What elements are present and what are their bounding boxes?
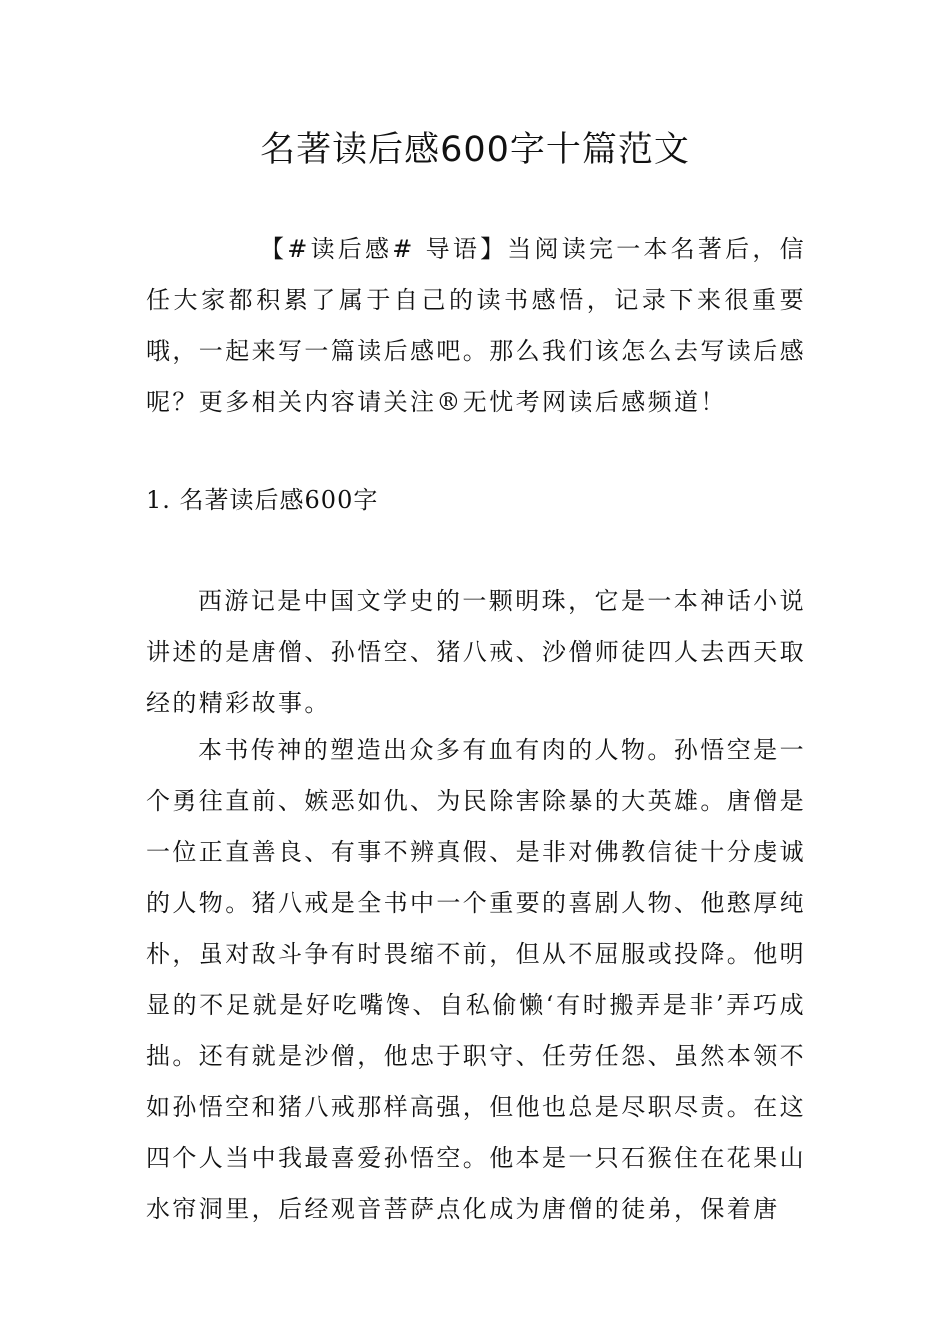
body-paragraph: 西游记是中国文学史的一颗明珠，它是一本神话小说讲述的是唐僧、孙悟空、猪八戒、沙僧师徒四人去西天取经的精彩故事。 [146,587,806,717]
body-paragraph: 本书传神的塑造出众多有血有肉的人物。孙悟空是一个勇往直前、嫉恶如仇、为民除害除暴的大英雄。唐僧是一位正直善良、有事不辨真假、是非对佛教信徒十分虔诚的人物。猪八戒是全书中一个重要的喜剧人物、他憨厚纯朴，虽对敌斗争有时畏缩不前，但从不屈服或投降。他明显的不足就是好吃嘴馋、自私偷懒‘有时搬弄是非’弄巧成拙。还有就是沙僧，他忠于职守、任劳任怨、虽然本领不如孙悟空和猪八戒那样高强，但他也总是尽职尽责。在这四个人当中我最喜爱孙悟空。他本是一只石猴住在花果山水帘洞里，后经观音菩萨点化成为唐僧的徒弟，保着唐 [146,736,806,1223]
document-title: 名著读后感600字十篇范文 [260,130,690,170]
intro-paragraph: 【#读后感# 导语】当阅读完一本名著后，信任大家都积累了属于自己的读书感悟，记录下来很重要哦，一起来写一篇读后感吧。那么我们该怎么去写读后感呢？更多相关内容请关注®无忧考网读后感频道！ [146,235,806,416]
section-heading: 1. 名著读后感600字 [146,486,379,514]
